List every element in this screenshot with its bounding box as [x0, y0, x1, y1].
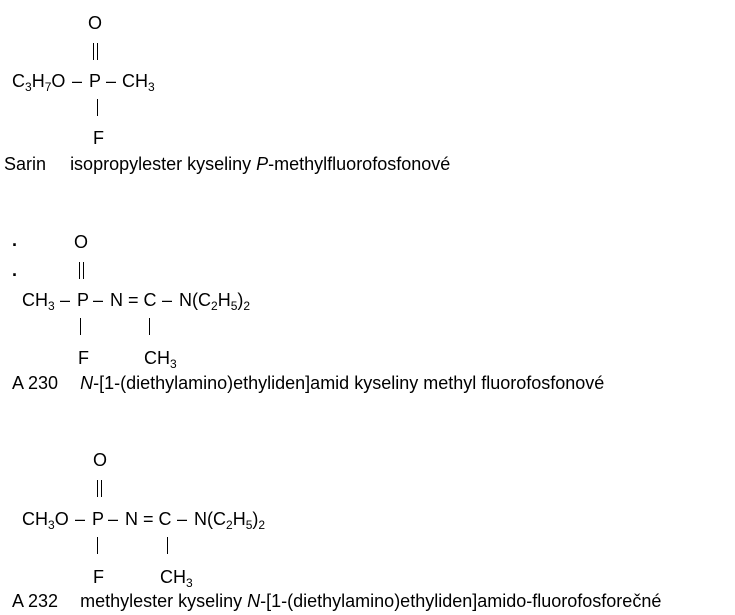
a230-caption [12, 372, 604, 394]
a232-description: methylester kyseliny N-[1-(diethylamino)ethyliden]amido-fluorofosforečné [80, 591, 662, 611]
a230-name: A 230 [12, 373, 59, 393]
a230-oxygen: O [74, 232, 89, 252]
a232-bond-1: – [75, 509, 86, 529]
a232-fluorine: F [93, 567, 104, 587]
sarin-description: isopropylester kyseliny P-methylfluorofosfonové [70, 154, 451, 174]
a232-methoxy-group: $CH_3O$ [22, 509, 69, 532]
a232-c-ch3-bond [167, 537, 168, 554]
a232-caption [12, 590, 661, 612]
a230-p-f-bond [80, 318, 81, 335]
a230-methyl-group: $CH_3$ [22, 290, 55, 313]
a232-bond-2: – [108, 509, 119, 529]
a230-fluorine: F [78, 348, 89, 368]
a230-bond-3: – [162, 290, 173, 310]
sarin-name: Sarin [4, 154, 47, 174]
sarin-isopropoxy-group: $C_3H_7O$ [12, 71, 66, 94]
a230-bottom-methyl: $CH_3$ [144, 348, 177, 371]
a230-dot-2: . [12, 260, 18, 280]
a232-double-bond [97, 480, 102, 497]
a230-description: N-[1-(diethylamino)ethyliden]amid kyseliny methyl fluorofosfonové [80, 373, 605, 393]
a232-bond-3: – [177, 509, 188, 529]
a230-diethylamino-group: $N(C_2H_5)_2$ [179, 290, 251, 313]
a230-c-ch3-bond [149, 318, 150, 335]
a230-dot-1: . [12, 230, 18, 250]
a230-double-bond [79, 262, 84, 279]
sarin-single-bond [97, 99, 98, 116]
a230-bond-2: – [93, 290, 104, 310]
a230-imine-group: N = C [110, 290, 157, 310]
sarin-methyl-group: $CH_3$ [122, 71, 155, 94]
a230-bond-1: – [60, 290, 71, 310]
sarin-double-bond [93, 43, 98, 60]
sarin-phosphorus: P [89, 71, 102, 91]
a232-imine-group: N = C [125, 509, 172, 529]
sarin-caption [4, 153, 450, 175]
sarin-bond-right: – [106, 71, 117, 91]
a232-phosphorus: P [92, 509, 105, 529]
sarin-fluorine: F [93, 128, 104, 148]
sarin-oxygen: O [88, 13, 103, 33]
a232-bottom-methyl: $CH_3$ [160, 567, 193, 590]
a230-phosphorus: P [77, 290, 90, 310]
sarin-bond-left: – [72, 71, 83, 91]
a232-p-f-bond [97, 537, 98, 554]
a232-diethylamino-group: $N(C_2H_5)_2$ [194, 509, 266, 532]
a232-oxygen: O [93, 450, 108, 470]
a232-name: A 232 [12, 591, 59, 611]
